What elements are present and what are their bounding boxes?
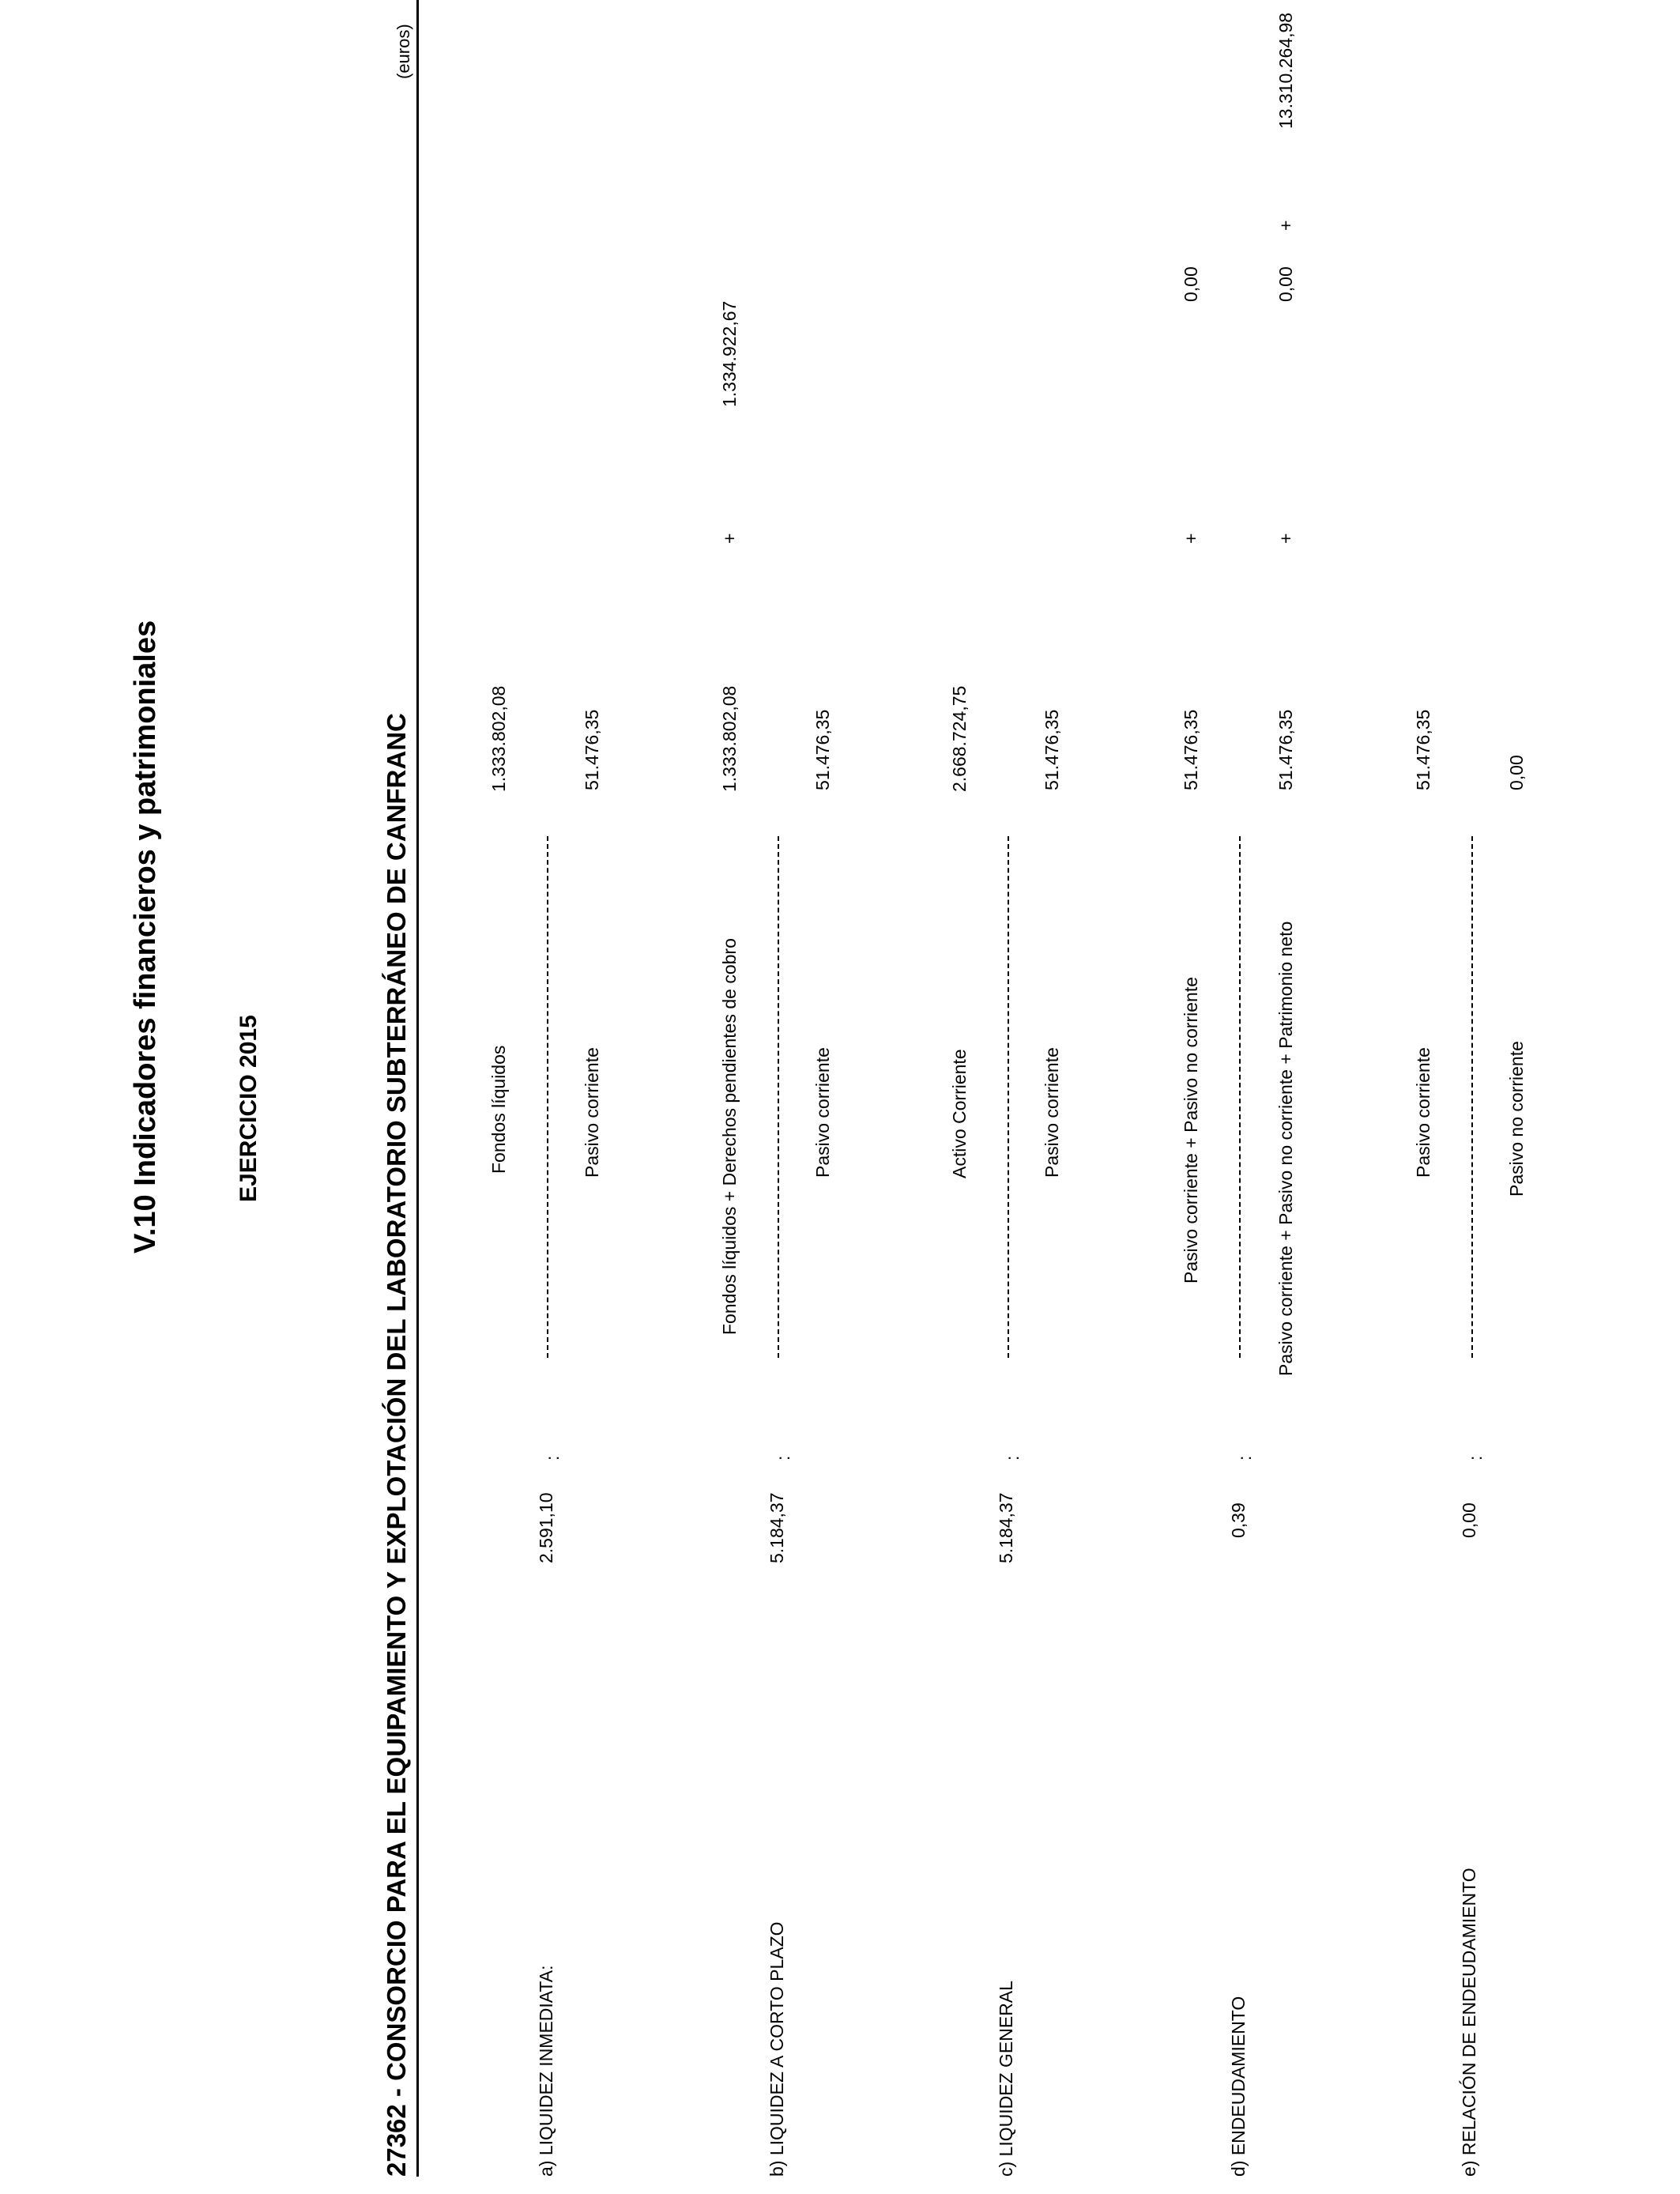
plus-sign: + <box>1275 533 1296 544</box>
plus-sign: + <box>1275 220 1296 231</box>
denominator-value: 51.476,35 <box>812 709 833 790</box>
indicator-value: 0,00 <box>1459 1502 1479 1538</box>
fiscal-year: EJERCICIO 2015 <box>235 1015 262 1202</box>
indicator-label: d) ENDEUDAMIENTO <box>1228 1996 1249 2177</box>
numerator-value: 1.333.802,08 <box>488 685 509 792</box>
fraction-line <box>1471 836 1473 1358</box>
denominator-text: Pasivo corriente <box>812 1047 833 1178</box>
numerator-value-2: 1.334.922,67 <box>719 300 740 407</box>
entity-name: 27362 - CONSORCIO PARA EL EQUIPAMIENTO Y EXPLOTACIÓN DEL LABORATORIO SUBTERRÁNEO DE CANFRANC <box>382 713 411 2177</box>
fraction-line <box>1239 836 1241 1358</box>
numerator-text: Fondos líquidos + Derechos pendientes de cobro <box>719 938 740 1335</box>
denominator-text: Pasivo no corriente <box>1506 1041 1527 1197</box>
indicator-label: e) RELACIÓN DE ENDEUDAMIENTO <box>1459 1868 1479 2177</box>
numerator-text: Pasivo corriente <box>1413 1047 1433 1178</box>
denominator-value-3: 13.310.264,98 <box>1275 12 1296 129</box>
denominator-value: 0,00 <box>1506 755 1527 790</box>
indicator-colon: : <box>773 1455 793 1461</box>
numerator-value: 1.333.802,08 <box>719 685 740 792</box>
units-label: (euros) <box>394 24 413 79</box>
fraction-line <box>1008 836 1009 1358</box>
indicator-colon: : <box>542 1455 563 1461</box>
numerator-text: Pasivo corriente + Pasivo no corriente <box>1181 976 1201 1284</box>
plus-sign: + <box>719 533 740 544</box>
numerator-text: Fondos líquidos <box>488 1045 509 1174</box>
indicator-colon: : <box>1002 1455 1023 1461</box>
report-title: V.10 Indicadores financieros y patrimoniales <box>129 620 162 1253</box>
denominator-value-2: 0,00 <box>1275 266 1296 302</box>
fraction-line <box>778 836 779 1358</box>
numerator-value: 2.668.724,75 <box>949 685 970 792</box>
denominator-value: 51.476,35 <box>1042 709 1062 790</box>
indicator-value: 5.184,37 <box>996 1492 1016 1563</box>
numerator-text: Activo Corriente <box>949 1049 970 1178</box>
indicator-value: 2.591,10 <box>536 1492 556 1563</box>
indicator-colon: : <box>1234 1455 1255 1461</box>
numerator-value: 51.476,35 <box>1181 709 1201 790</box>
fraction-line <box>547 836 548 1358</box>
numerator-value-2: 0,00 <box>1181 266 1201 302</box>
denominator-value: 51.476,35 <box>1275 709 1296 790</box>
indicator-colon: : <box>1465 1455 1486 1461</box>
denominator-text: Pasivo corriente <box>582 1047 602 1178</box>
header-rule <box>416 0 419 2177</box>
plus-sign: + <box>1181 533 1201 544</box>
numerator-value: 51.476,35 <box>1413 709 1433 790</box>
indicator-value: 5.184,37 <box>767 1492 787 1563</box>
denominator-text: Pasivo corriente + Pasivo no corriente + Patrimonio neto <box>1275 921 1296 1376</box>
denominator-text: Pasivo corriente <box>1042 1047 1062 1178</box>
indicator-label: b) LIQUIDEZ A CORTO PLAZO <box>767 1921 787 2177</box>
indicator-value: 0,39 <box>1228 1502 1249 1538</box>
denominator-value: 51.476,35 <box>582 709 602 790</box>
indicator-label: a) LIQUIDEZ INMEDIATA: <box>536 1965 556 2177</box>
indicator-label: c) LIQUIDEZ GENERAL <box>996 1981 1016 2177</box>
